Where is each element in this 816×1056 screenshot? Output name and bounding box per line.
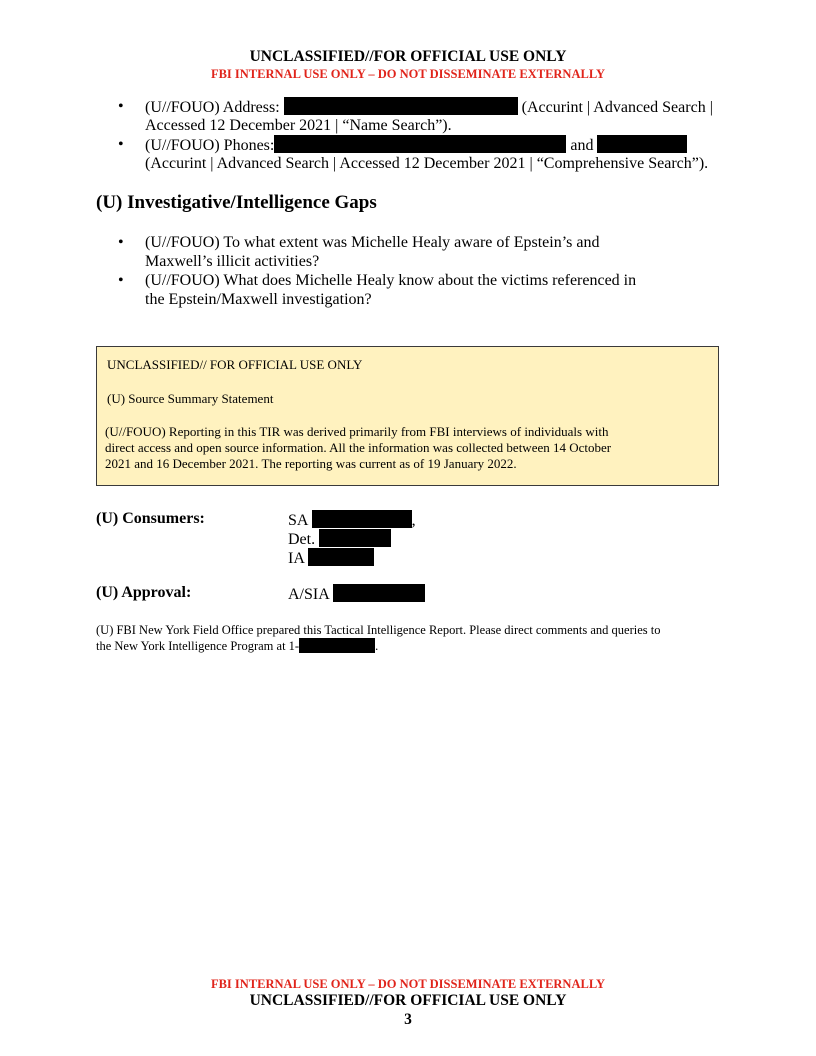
gap-item-line: Maxwell’s illicit activities? — [145, 253, 320, 270]
approval-entry — [288, 584, 425, 604]
footer-classification: UNCLASSIFIED//FOR OFFICIAL USE ONLY — [249, 992, 567, 1009]
consumer-title: IA — [288, 550, 304, 567]
redaction-block — [284, 97, 518, 115]
phones-source: (Accurint | Advanced Search | Accessed 12 December 2021 | “Comprehensive Search”). — [145, 155, 709, 172]
box-text-line: 2021 and 16 December 2021. The reporting was current as of 19 January 2022. — [105, 456, 517, 471]
consumer-entry — [288, 529, 391, 549]
redaction-block — [312, 510, 412, 528]
header-classification: UNCLASSIFIED//FOR OFFICIAL USE ONLY — [249, 48, 567, 65]
box-title: (U) Source Summary Statement — [107, 391, 274, 406]
consumers-label: (U) Consumers: — [96, 510, 205, 527]
gap-item-line: (U//FOUO) To what extent was Michelle Healy aware of Epstein’s and — [145, 234, 600, 251]
box-text-line: (U//FOUO) Reporting in this TIR was derived primarily from FBI interviews of individuals with — [105, 424, 609, 439]
section-heading: (U) Investigative/Intelligence Gaps — [96, 192, 377, 213]
footer-note-line: (U) FBI New York Field Office prepared this Tactical Intelligence Report. Please direct comments and queries to — [96, 623, 661, 637]
consumer-title: Det. — [288, 531, 316, 548]
source-summary-box — [96, 346, 719, 486]
address-line — [145, 97, 713, 117]
header-dissemination: FBI INTERNAL USE ONLY – DO NOT DISSEMINATE EXTERNALLY — [210, 67, 606, 81]
redaction-block — [299, 638, 375, 653]
page-number: 3 — [404, 1011, 412, 1028]
approval-label: (U) Approval: — [96, 584, 192, 601]
address-prefix: (U//FOUO) Address: — [145, 99, 280, 116]
box-classification: UNCLASSIFIED// FOR OFFICIAL USE ONLY — [107, 357, 363, 372]
phones-prefix: (U//FOUO) Phones: — [145, 137, 275, 154]
consumer-comma: , — [411, 512, 416, 529]
phones-line — [145, 135, 687, 155]
bullet-marker: • — [118, 136, 124, 153]
approval-title: A/SIA — [288, 586, 329, 603]
bullet-marker: • — [118, 272, 124, 289]
redaction-block — [333, 584, 425, 602]
phones-and: and — [570, 137, 594, 154]
footer-note-line — [96, 638, 378, 654]
gap-item-line: (U//FOUO) What does Michelle Healy know about the victims referenced in — [145, 272, 637, 289]
redaction-block — [308, 548, 374, 566]
bullet-marker: • — [118, 234, 124, 251]
redaction-block — [597, 135, 687, 153]
consumer-entry — [288, 548, 374, 568]
address-suffix: (Accurint | Advanced Search | — [521, 99, 713, 116]
redaction-block — [319, 529, 391, 547]
address-source: Accessed 12 December 2021 | “Name Search”). — [145, 117, 452, 134]
redaction-block — [274, 135, 566, 153]
consumer-title: SA — [288, 512, 308, 529]
contact-prefix: the New York Intelligence Program at 1- — [96, 639, 300, 653]
contact-suffix: . — [375, 639, 379, 653]
box-text-line: direct access and open source information. All the information was collected between 14 October — [105, 440, 612, 455]
footer-dissemination: FBI INTERNAL USE ONLY – DO NOT DISSEMINATE EXTERNALLY — [210, 977, 606, 991]
gap-item-line: the Epstein/Maxwell investigation? — [145, 291, 372, 308]
consumer-entry — [288, 510, 416, 530]
bullet-marker: • — [118, 98, 124, 115]
